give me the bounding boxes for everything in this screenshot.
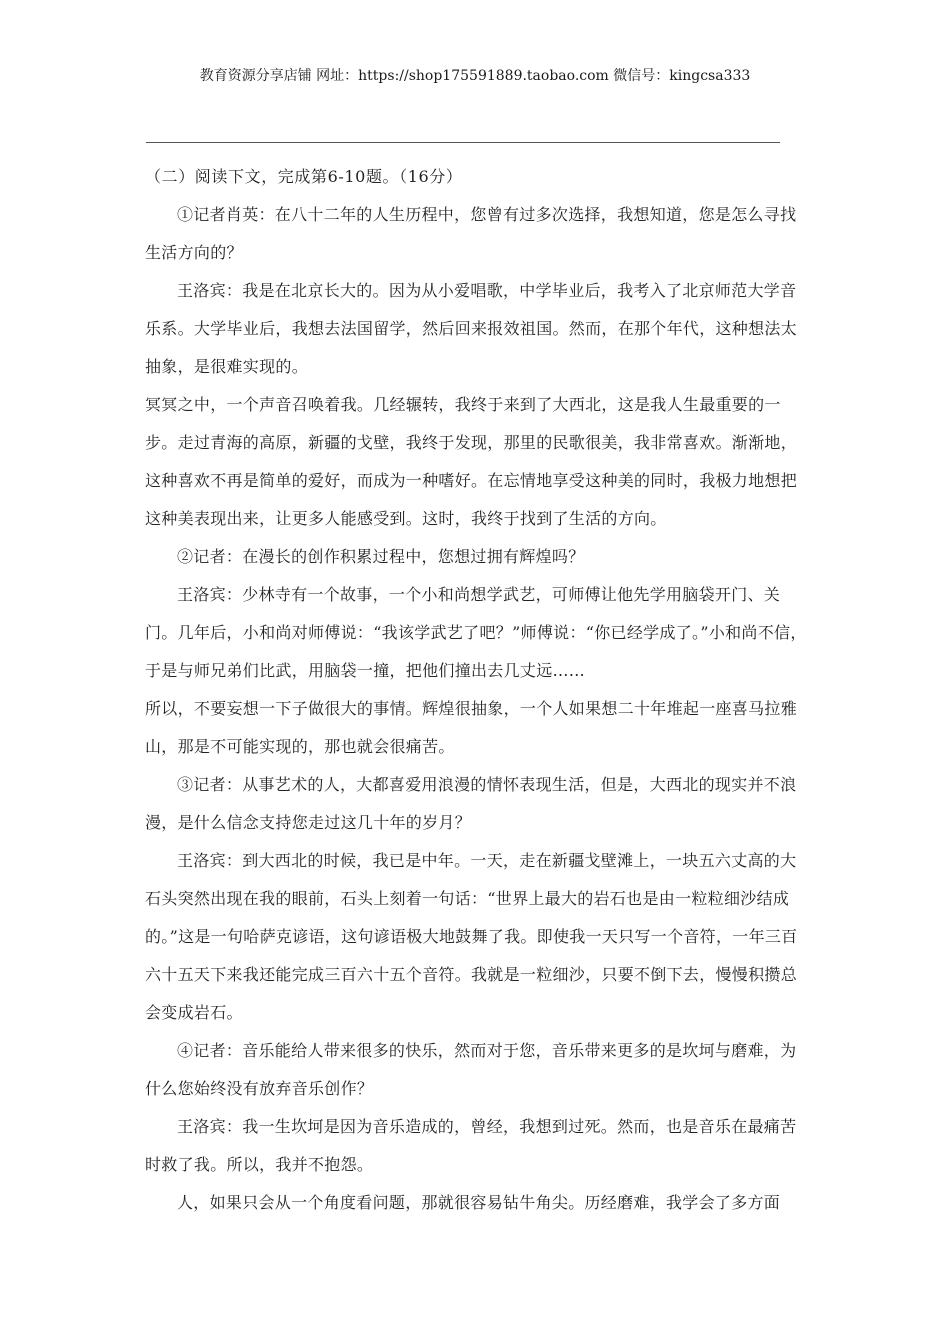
passage-paragraph: 冥冥之中，一个声音召唤着我。几经辗转，我终于来到了大西北，这是我人生最重要的一步。走过青海的高原，新疆的戈壁，我终于发现，那里的民歌很美，我非常喜欢。渐渐地，这种喜欢不再是简单的爱好，而成为一种嗜好。在忘情地享受这种美的同时，我极力地想把这种美表现出来，让更多人能感受到。这时，我终于找到了生活的方向。 — [145, 395, 798, 528]
passage-paragraph: 人，如果只会从一个角度看问题，那就很容易钻牛角尖。历经磨难，我学会了多方面 — [177, 1193, 781, 1212]
header-divider — [146, 142, 780, 143]
passage-paragraph: 王洛宾：我是在北京长大的。因为从小爱唱歌，中学毕业后，我考入了北京师范大学音乐系。大学毕业后，我想去法国留学，然后回来报效祖国。然而，在那个年代，这种想法太抽象，是很难实现的。 — [145, 281, 798, 376]
header-text: 教育资源分享店铺 网址：https://shop175591889.taobao.com 微信号：kingcsa333 — [199, 68, 751, 84]
passage-paragraph: ②记者：在漫长的创作积累过程中，您想过拥有辉煌吗？ — [177, 547, 585, 566]
passage-paragraph: ①记者肖英：在八十二年的人生历程中，您曾有过多次选择，我想知道，您是怎么寻找生活方向的？ — [145, 205, 797, 262]
section-heading: （二）阅读下文，完成第6-10题。（16分） — [145, 167, 463, 186]
passage-paragraph: 王洛宾：我一生坎坷是因为音乐造成的，曾经，我想到过死。然而，也是音乐在最痛苦时救了我。所以，我并不抱怨。 — [145, 1117, 797, 1174]
passage-paragraph: 王洛宾：到大西北的时候，我已是中年。一天，走在新疆戈壁滩上，一块五六丈高的大石头突然出现在我的眼前，石头上刻着一句话：“世界上最大的岩石也是由一粒粒细沙结成的。”这是一句哈萨克谚语，这句谚语极大地鼓舞了我。即使我一天只写一个音符，一年三百六十五天下来我还能完成三百六十五个音符。我就是一粒细沙，只要不倒下去，慢慢积攒总会变成岩石。 — [145, 851, 798, 1022]
reading-passage — [145, 158, 807, 1222]
passage-paragraph: 王洛宾：少林寺有一个故事，一个小和尚想学武艺，可师傅让他先学用脑袋开门、关门。几年后，小和尚对师傅说：“我该学武艺了吧？”师傅说：“你已经学成了。”小和尚不信，于是与师兄弟们比武，用脑袋一撞，把他们撞出去几丈远…… — [145, 585, 807, 680]
passage-paragraph: 所以，不要妄想一下子做很大的事情。辉煌很抽象，一个人如果想二十年堆起一座喜马拉雅山，那是不可能实现的，那也就会很痛苦。 — [145, 699, 798, 756]
passage-paragraph: ③记者：从事艺术的人，大都喜爱用浪漫的情怀表现生活，但是，大西北的现实并不浪漫，是什么信念支持您走过这几十年的岁月？ — [145, 775, 797, 832]
page-header — [0, 66, 950, 86]
passage-paragraph: ④记者：音乐能给人带来很多的快乐，然而对于您，音乐带来更多的是坎坷与磨难，为什么您始终没有放弃音乐创作？ — [145, 1041, 797, 1098]
